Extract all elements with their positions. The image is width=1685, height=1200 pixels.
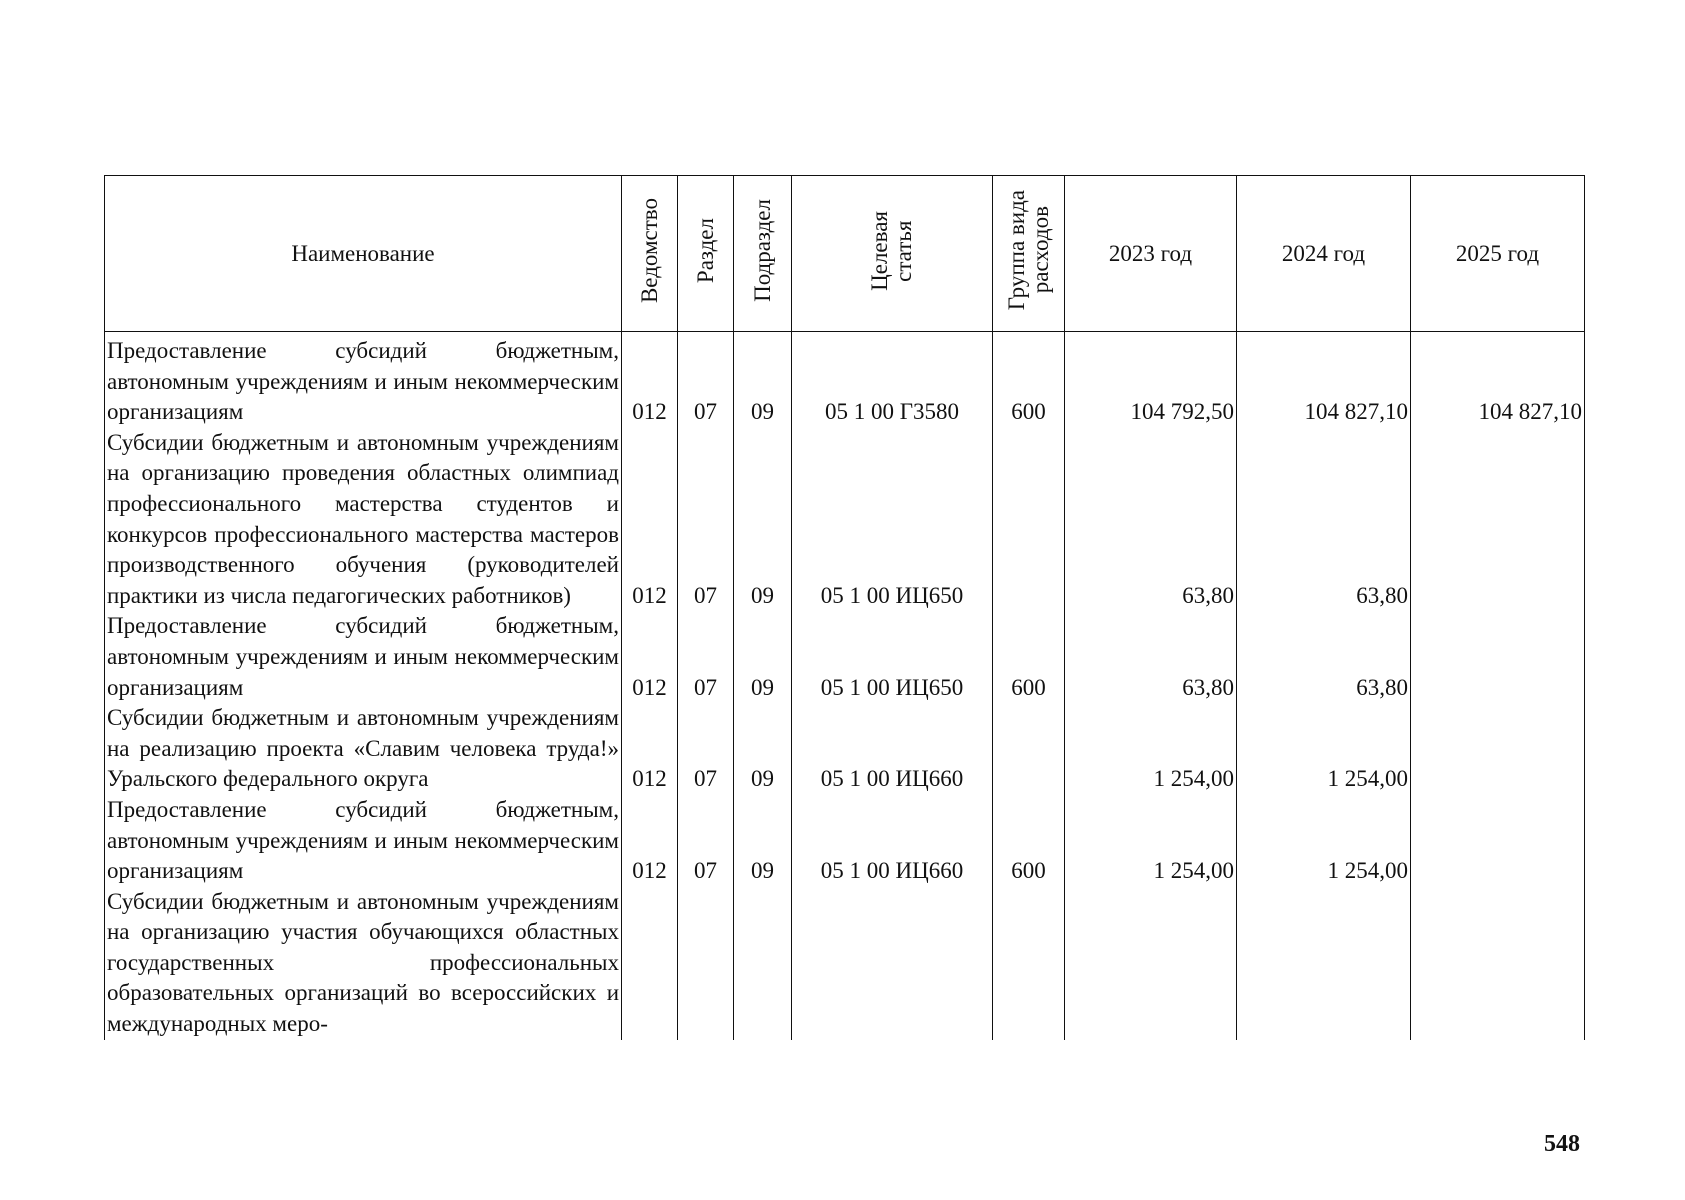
header-celevaya: Целевая статья [792,176,993,332]
row-2024: 1 254,00 [1237,703,1411,795]
page-number: 548 [1544,1131,1580,1157]
row-2025 [1411,428,1585,612]
row-podrazdel: 09 [734,703,792,795]
table-row [105,611,1585,703]
header-gruppa: Группа вида расходов [993,176,1065,332]
row-podrazdel: 09 [734,332,792,428]
row-celevaya: 05 1 00 ИЦ650 [792,611,993,703]
row-2024: 104 827,10 [1237,332,1411,428]
row-2023: 63,80 [1065,611,1237,703]
row-razdel: 07 [678,428,734,612]
row-2025 [1411,887,1585,1040]
row-ved: 012 [622,428,678,612]
table-header [105,176,1585,332]
row-celevaya: 05 1 00 Г3580 [792,332,993,428]
row-2024: 1 254,00 [1237,795,1411,887]
row-celevaya: 05 1 00 ИЦ650 [792,428,993,612]
header-podrazdel: Подраздел [734,176,792,332]
row-gruppa: 600 [993,795,1065,887]
row-2024: 63,80 [1237,428,1411,612]
row-2023: 104 792,50 [1065,332,1237,428]
row-2024 [1237,887,1411,1040]
row-name: Предоставление субсидий бюджетным, автономным учреждениям и иным некоммерческим организациям [105,332,622,428]
row-2023: 1 254,00 [1065,703,1237,795]
header-razdel: Раздел [678,176,734,332]
table-row [105,428,1585,612]
budget-table [104,175,1585,1040]
row-name: Субсидии бюджетным и автономным учреждениям на организацию участия обучающихся областных государственных профессиональных образовательных организаций во всероссийских и международных меро- [105,887,622,1040]
table-row [105,703,1585,795]
row-ved: 012 [622,703,678,795]
row-celevaya: 05 1 00 ИЦ660 [792,795,993,887]
row-podrazdel [734,887,792,1040]
row-gruppa [993,428,1065,612]
row-razdel: 07 [678,332,734,428]
row-razdel: 07 [678,703,734,795]
row-ved [622,887,678,1040]
row-razdel: 07 [678,795,734,887]
row-2025 [1411,703,1585,795]
row-gruppa [993,703,1065,795]
row-ved: 012 [622,332,678,428]
row-ved: 012 [622,611,678,703]
row-celevaya: 05 1 00 ИЦ660 [792,703,993,795]
row-name: Субсидии бюджетным и автономным учреждениям на организацию проведения областных олимпиад профессионального мастерства студентов и конкурсов профессионального мастерства мастеров производственного обучения (руководителей практики из числа педагогических работников) [105,428,622,612]
header-2023: 2023 год [1065,176,1237,332]
row-2023 [1065,887,1237,1040]
row-2024: 63,80 [1237,611,1411,703]
row-celevaya [792,887,993,1040]
row-gruppa: 600 [993,611,1065,703]
row-podrazdel: 09 [734,611,792,703]
row-ved: 012 [622,795,678,887]
row-razdel: 07 [678,611,734,703]
row-gruppa [993,887,1065,1040]
header-2024: 2024 год [1237,176,1411,332]
row-2023: 1 254,00 [1065,795,1237,887]
table-row [105,887,1585,1040]
table-body [105,332,1585,1040]
row-podrazdel: 09 [734,795,792,887]
row-2025: 104 827,10 [1411,332,1585,428]
row-2023: 63,80 [1065,428,1237,612]
table-row [105,332,1585,428]
table-row [105,795,1585,887]
row-name: Субсидии бюджетным и автономным учреждениям на реализацию проекта «Славим человека труда!» Уральского федерального округа [105,703,622,795]
header-2025: 2025 год [1411,176,1585,332]
row-gruppa: 600 [993,332,1065,428]
row-podrazdel: 09 [734,428,792,612]
row-2025 [1411,611,1585,703]
header-ved: Ведомство [622,176,678,332]
row-razdel [678,887,734,1040]
row-2025 [1411,795,1585,887]
row-name: Предоставление субсидий бюджетным, автономным учреждениям и иным некоммерческим организациям [105,795,622,887]
header-name: Наименование [105,176,622,332]
row-name: Предоставление субсидий бюджетным, автономным учреждениям и иным некоммерческим организациям [105,611,622,703]
